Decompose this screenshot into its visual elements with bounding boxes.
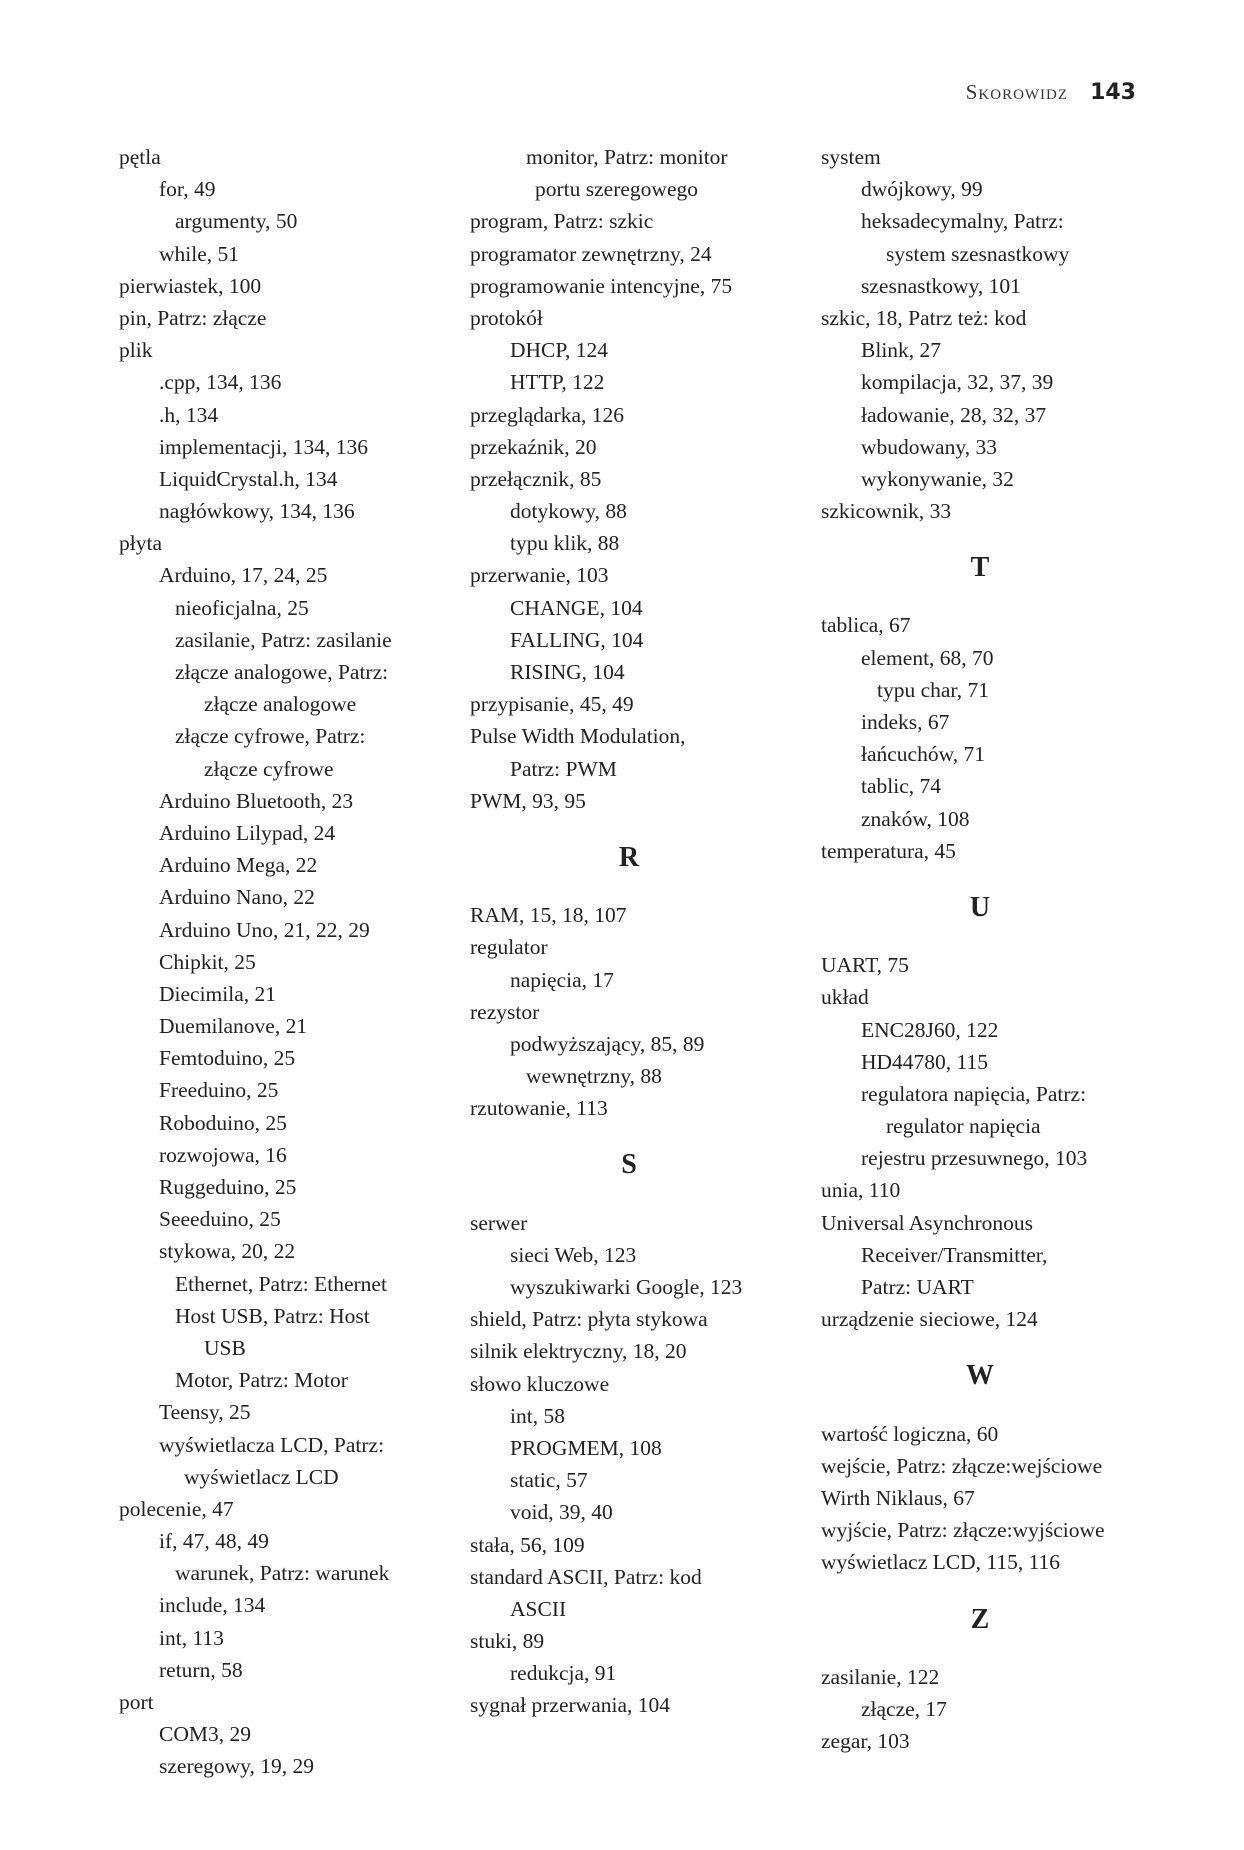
section-letter: U	[969, 891, 991, 923]
index-entry: pętla	[119, 145, 161, 169]
section-gap	[470, 1182, 810, 1207]
index-entry: warunek, Patrz: warunek	[175, 1561, 390, 1586]
index-entry: program, Patrz: szkic	[470, 209, 654, 234]
index-entry: static, 57	[510, 1468, 588, 1493]
index-entry: polecenie, 47	[119, 1496, 234, 1521]
index-entry: implementacji, 134, 136	[159, 434, 368, 459]
index-entry: unia, 110	[821, 1178, 901, 1203]
index-entry: RAM, 15, 18, 107	[470, 903, 627, 928]
index-entry: rzutowanie, 113	[470, 1096, 608, 1121]
index-entry: Arduino Uno, 21, 22, 29	[159, 917, 370, 942]
index-entry: kompilacja, 32, 37, 39	[861, 370, 1054, 395]
index-entry: wejście, Patrz: złącze:wejściowe	[821, 1453, 1103, 1478]
index-entry: Roboduino, 25	[159, 1110, 287, 1135]
index-entry: Arduino Mega, 22	[159, 853, 318, 878]
index-entry: Chipkit, 25	[159, 949, 256, 974]
index-entry: argumenty, 50	[175, 209, 298, 234]
section-gap	[470, 817, 810, 842]
index-entry: FALLING, 104	[510, 627, 644, 652]
section-gap	[821, 867, 1161, 892]
section-letter: S	[621, 1149, 637, 1181]
index-entry: regulator	[470, 935, 548, 960]
index-entry: programator zewnętrzny, 24	[470, 241, 712, 266]
index-entry: ładowanie, 28, 32, 37	[861, 402, 1047, 427]
index-entry: Arduino Lilypad, 24	[159, 820, 336, 845]
index-entry: Motor, Patrz: Motor	[175, 1368, 348, 1393]
section-letter: T	[970, 552, 990, 584]
section-gap	[821, 1579, 1161, 1604]
index-entry: shield, Patrz: płyta stykowa	[470, 1307, 708, 1332]
index-entry: system	[821, 145, 881, 169]
index-entry: HD44780, 115	[861, 1049, 989, 1074]
index-column-1	[119, 141, 459, 1783]
section-letter: W	[966, 1360, 994, 1392]
index-entry: zegar, 103	[821, 1729, 910, 1754]
index-entry: return, 58	[159, 1657, 243, 1682]
index-entry: nieoficjalna, 25	[175, 595, 309, 620]
index-entry: Arduino, 17, 24, 25	[159, 563, 328, 588]
index-entry: dotykowy, 88	[510, 499, 627, 524]
index-entry: rozwojowa, 16	[159, 1142, 287, 1167]
index-entry: złącze analogowe	[204, 692, 357, 717]
index-entry: UART, 75	[821, 953, 909, 978]
index-entry: Patrz: UART	[861, 1275, 974, 1299]
index-entry: wartość logiczna, 60	[821, 1421, 999, 1446]
index-entry: port	[119, 1690, 154, 1714]
index-entry: przypisanie, 45, 49	[470, 692, 634, 717]
index-entry: int, 58	[510, 1403, 565, 1428]
index-entry: .cpp, 134, 136	[159, 370, 282, 395]
index-entry: wyjście, Patrz: złącze:wyjściowe	[821, 1518, 1105, 1543]
index-entry: ASCII	[510, 1596, 567, 1621]
page-number: 143	[1090, 80, 1136, 105]
index-entry: programowanie intencyjne, 75	[470, 273, 733, 298]
section-gap	[470, 874, 810, 899]
running-head	[966, 80, 1136, 105]
index-entry: monitor, Patrz: monitor	[526, 145, 728, 169]
section-gap	[821, 527, 1161, 552]
section-gap	[821, 1335, 1161, 1360]
index-entry: Duemilanove, 21	[159, 1014, 308, 1039]
section-letter: R	[618, 841, 640, 873]
index-entry: temperatura, 45	[821, 838, 956, 863]
index-entry: wyszukiwarki Google, 123	[510, 1275, 743, 1299]
index-entry: protokół	[470, 305, 543, 330]
index-entry: redukcja, 91	[510, 1661, 617, 1686]
index-entry: szkicownik, 33	[821, 499, 952, 524]
index-entry: regulator napięcia	[886, 1114, 1041, 1139]
index-entry: wbudowany, 33	[861, 434, 997, 459]
index-entry: portu szeregowego	[535, 177, 698, 202]
index-entry: stykowa, 20, 22	[159, 1239, 296, 1264]
index-entry: podwyższający, 85, 89	[510, 1031, 705, 1056]
section-gap	[821, 584, 1161, 609]
section-letter: Z	[970, 1603, 990, 1635]
index-entry: przerwanie, 103	[470, 563, 609, 588]
index-entry: PWM, 93, 95	[470, 788, 586, 813]
index-entry: typu char, 71	[877, 677, 989, 702]
index-entry: Host USB, Patrz: Host	[175, 1303, 370, 1328]
index-entry: szeregowy, 19, 29	[159, 1754, 315, 1779]
index-entry: Blink, 27	[861, 338, 942, 363]
index-entry: silnik elektryczny, 18, 20	[470, 1339, 687, 1364]
index-entry: szesnastkowy, 101	[861, 273, 1021, 298]
index-entry: zasilanie, 122	[821, 1664, 940, 1689]
index-entry: DHCP, 124	[510, 338, 608, 363]
index-entry: układ	[821, 985, 869, 1010]
index-entry: łańcuchów, 71	[861, 742, 985, 767]
index-entry: rejestru przesuwnego, 103	[861, 1146, 1088, 1171]
index-entry: złącze, 17	[861, 1696, 947, 1721]
index-entry: Patrz: PWM	[510, 756, 617, 781]
index-entry: rezystor	[470, 999, 540, 1024]
section-gap	[821, 1393, 1161, 1418]
index-entry: złącze cyfrowe	[204, 756, 334, 781]
index-entry: wyświetlacz LCD, 115, 116	[821, 1550, 1061, 1575]
index-entry: if, 47, 48, 49	[159, 1529, 269, 1554]
index-entry: stuki, 89	[470, 1629, 545, 1654]
index-entry: wyświetlacz LCD	[184, 1464, 339, 1489]
index-entry: LiquidCrystal.h, 134	[159, 466, 338, 491]
index-entry: wewnętrzny, 88	[526, 1064, 662, 1089]
index-entry: szkic, 18, Patrz też: kod	[821, 305, 1027, 330]
index-entry: przeglądarka, 126	[470, 402, 625, 427]
section-gap	[821, 924, 1161, 949]
index-entry: urządzenie sieciowe, 124	[821, 1307, 1038, 1332]
index-entry: Receiver/Transmitter,	[861, 1242, 1048, 1267]
index-entry: .h, 134	[159, 402, 219, 427]
index-entry: system szesnastkowy	[886, 241, 1070, 266]
index-entry: pin, Patrz: złącze	[119, 305, 267, 330]
index-entry: napięcia, 17	[510, 967, 614, 992]
index-entry: słowo kluczowe	[470, 1371, 610, 1396]
index-entry: indeks, 67	[861, 710, 950, 734]
index-entry: płyta	[119, 531, 162, 556]
index-entry: regulatora napięcia, Patrz:	[861, 1081, 1087, 1106]
index-entry: Freeduino, 25	[159, 1078, 279, 1103]
index-entry: stała, 56, 109	[470, 1532, 585, 1557]
index-entry: Arduino Bluetooth, 23	[159, 788, 354, 813]
index-entry: Seeeduino, 25	[159, 1207, 281, 1232]
index-entry: void, 39, 40	[510, 1500, 613, 1525]
index-entry: tablica, 67	[821, 613, 911, 638]
index-entry: typu klik, 88	[510, 531, 620, 556]
index-entry: PROGMEM, 108	[510, 1435, 662, 1460]
index-column-3	[821, 141, 1161, 1757]
index-entry: int, 113	[159, 1625, 224, 1650]
index-entry: include, 134	[159, 1593, 266, 1618]
index-entry: while, 51	[159, 241, 240, 266]
index-entry: Ethernet, Patrz: Ethernet	[175, 1271, 387, 1296]
index-entry: nagłówkowy, 134, 136	[159, 499, 355, 524]
index-entry: złącze cyfrowe, Patrz:	[175, 724, 366, 749]
index-entry: tablic, 74	[861, 774, 942, 799]
index-entry: ENC28J60, 122	[861, 1017, 999, 1042]
index-entry: znaków, 108	[861, 806, 970, 831]
index-entry: wyświetlacza LCD, Patrz:	[159, 1432, 385, 1457]
index-entry: pierwiastek, 100	[119, 273, 262, 298]
index-column-2	[470, 141, 810, 1722]
index-entry: plik	[119, 338, 153, 363]
index-entry: Ruggeduino, 25	[159, 1175, 297, 1199]
index-entry: heksadecymalny, Patrz:	[861, 209, 1064, 234]
section-title: Skorowidz	[965, 80, 1069, 104]
index-entry: Femtoduino, 25	[159, 1046, 296, 1071]
index-entry: przekaźnik, 20	[470, 434, 597, 459]
index-entry: Wirth Niklaus, 67	[821, 1485, 975, 1510]
section-gap	[470, 1124, 810, 1149]
index-entry: wykonywanie, 32	[861, 466, 1014, 491]
index-entry: RISING, 104	[510, 660, 625, 684]
index-entry: Teensy, 25	[159, 1400, 251, 1425]
index-entry: złącze analogowe, Patrz:	[175, 660, 389, 684]
index-entry: HTTP, 122	[510, 370, 605, 395]
index-entry: zasilanie, Patrz: zasilanie	[175, 627, 392, 652]
index-entry: COM3, 29	[159, 1722, 251, 1747]
index-entry: USB	[204, 1335, 246, 1360]
index-entry: standard ASCII, Patrz: kod	[470, 1564, 702, 1589]
index-entry: dwójkowy, 99	[861, 177, 983, 202]
index-entry: serwer	[470, 1210, 528, 1235]
index-entry: przełącznik, 85	[470, 466, 602, 491]
section-gap	[821, 1636, 1161, 1661]
index-entry: Pulse Width Modulation,	[470, 724, 686, 749]
index-entry: sieci Web, 123	[510, 1242, 637, 1267]
index-entry: Diecimila, 21	[159, 981, 277, 1006]
index-entry: CHANGE, 104	[510, 595, 643, 620]
index-entry: for, 49	[159, 177, 216, 202]
index-entry: element, 68, 70	[861, 645, 994, 670]
index-entry: Arduino Nano, 22	[159, 885, 315, 910]
index-entry: Universal Asynchronous	[821, 1210, 1033, 1235]
index-entry: sygnał przerwania, 104	[470, 1693, 670, 1718]
